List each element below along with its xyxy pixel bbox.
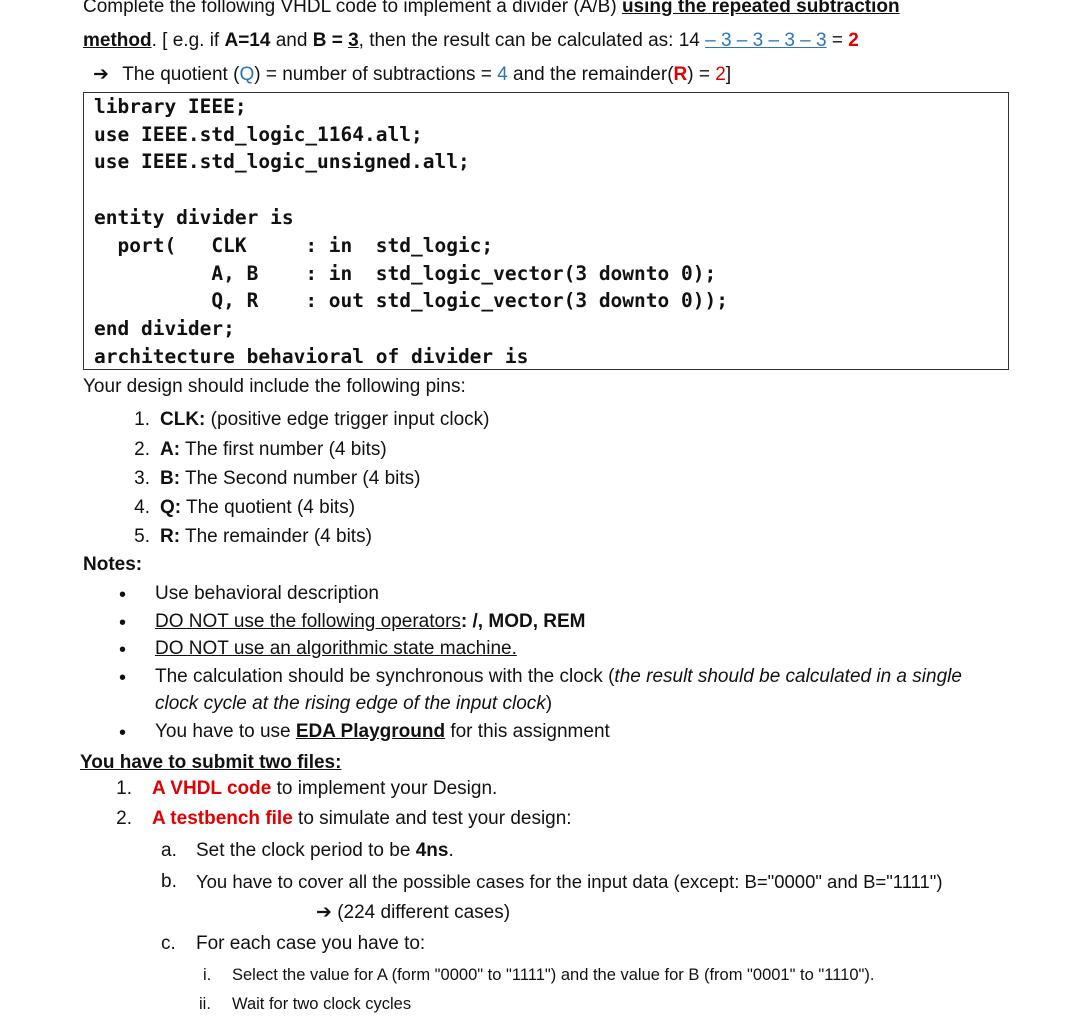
intro-text: The quotient ( [122,64,240,85]
sub-item-a [196,839,454,863]
intro-text: and [270,30,313,51]
code-line-9: end divider; [94,317,235,340]
clock-period: 4ns [415,840,449,861]
note-text: The calculation should be synchronous with the clock ( [155,666,615,687]
intro-line-2 [83,29,859,53]
pin-label: A: [160,439,181,460]
a-value: A=14 [224,30,271,51]
pins-heading: Your design should include the following pins: [83,376,466,397]
r-symbol: R [673,64,688,85]
pin-number: 2. [134,439,150,460]
operators-list: : /, MOD, REM [460,611,586,632]
pin-item-q [160,496,355,520]
note-2 [155,610,585,634]
pin-item-b [160,467,421,491]
submit-number: 1. [116,778,132,799]
note-4-cont [155,692,552,716]
code-line-5: entity divider is [94,206,294,229]
intro-text: ) = [687,64,716,85]
sub-item-b: You have to cover all the possible cases for the input data (except: B="0000" and B="1111") [196,871,943,892]
intro-text: ] [725,64,732,85]
cases-line [316,900,510,925]
intro-text: and the remainder( [507,64,674,85]
intro-text: ) = number of subtractions = [254,64,498,85]
bullet-icon: • [119,584,127,606]
code-line-1: library IEEE; [94,95,247,118]
pin-label: Q: [160,497,182,518]
subtractions: – 3 – 3 – 3 – 3 [705,30,827,51]
sub-item-label: a. [161,840,177,861]
intro-text: . [ e.g. if [151,30,225,51]
method-word: method [83,30,152,51]
note-text: You have to use [155,721,296,742]
pin-desc: The quotient (4 bits) [181,497,356,518]
cases-text: (224 different cases) [331,902,511,923]
sub-sub-label: ii. [199,995,211,1013]
pin-item-a [160,438,387,462]
emphasis-text: using the repeated subtraction [621,0,900,17]
note-emphasis: DO NOT [155,638,229,659]
bullet-icon: • [119,639,127,661]
quotient-value: 4 [497,64,508,85]
result-value: 2 [848,30,859,51]
submit-number: 2. [116,808,132,829]
note-emphasis: DO NOT [155,611,229,632]
intro-line-3 [93,62,731,87]
code-line-8: Q, R : out std_logic_vector(3 downto 0)); [94,289,728,312]
note-text: ) [545,693,553,714]
pin-desc: (positive edge trigger input clock) [205,409,490,430]
code-line-6: port( CLK : in std_logic; [94,234,494,257]
sub-text: . [448,840,454,861]
bullet-icon: • [119,612,127,634]
sub-sub-label: i. [203,966,212,984]
b-label: B = [312,30,349,51]
notes-heading: Notes: [83,554,143,575]
pin-number: 4. [134,497,150,518]
note-text: use an algorithmic state machine. [228,638,517,659]
arrow-icon: ➔ [316,901,332,923]
pin-number: 1. [134,409,150,430]
pin-desc: The first number (4 bits) [180,439,387,460]
note-text: use the following operators [228,611,461,632]
intro-text: = [826,30,849,51]
pin-desc: The remainder (4 bits) [180,526,372,547]
submit-emphasis: A testbench file [152,808,293,829]
pin-label: B: [160,468,181,489]
intro-text: Complete the following VHDL code to implement a divider (A/B) [83,0,622,17]
submit-heading: You have to submit two files: [80,752,342,773]
note-3 [155,637,517,661]
note-text: for this assignment [445,721,610,742]
sub-item-label: b. [161,871,177,892]
pin-number: 5. [134,526,150,547]
note-1: Use behavioral description [155,583,379,604]
submit-item-2 [152,807,572,831]
note-italic: the result should be calculated in a single [614,666,962,687]
pin-number: 3. [134,468,150,489]
submit-emphasis: A VHDL code [152,778,272,799]
sub-sub-item-ii: Wait for two clock cycles [232,995,412,1013]
submit-item-1 [152,777,497,801]
submit-text: to simulate and test your design: [292,808,572,829]
code-line-7: A, B : in std_logic_vector(3 downto 0); [94,262,717,285]
pin-label: R: [160,526,181,547]
note-5 [155,720,610,744]
pin-desc: The Second number (4 bits) [180,468,421,489]
bullet-icon: • [119,722,127,744]
intro-line-1 [83,0,900,19]
intro-text: , then the result can be calculated as: 14 [358,30,706,51]
sub-item-c: For each case you have to: [196,933,426,954]
arrow-icon: ➔ [93,63,109,85]
b-value: 3 [348,30,359,51]
code-line-10: architecture behavioral of divider is [94,345,529,368]
remainder-value: 2 [715,64,726,85]
submit-text: to implement your Design. [271,778,498,799]
note-italic: clock cycle at the rising edge of the input clock [155,693,546,714]
q-symbol: Q [239,64,255,85]
note-4 [155,665,962,689]
pin-item-r [160,525,372,549]
eda-playground-link[interactable]: EDA Playground [295,721,446,742]
pin-item-clk [160,408,489,432]
pin-label: CLK: [160,409,206,430]
code-line-3: use IEEE.std_logic_unsigned.all; [94,150,470,173]
sub-item-label: c. [161,933,176,954]
sub-sub-item-i: Select the value for A (form "0000" to "1111") and the value for B (from "0001" to "1110"). [232,966,875,984]
code-line-2: use IEEE.std_logic_1164.all; [94,123,423,146]
sub-text: Set the clock period to be [196,840,416,861]
bullet-icon: • [119,667,127,689]
